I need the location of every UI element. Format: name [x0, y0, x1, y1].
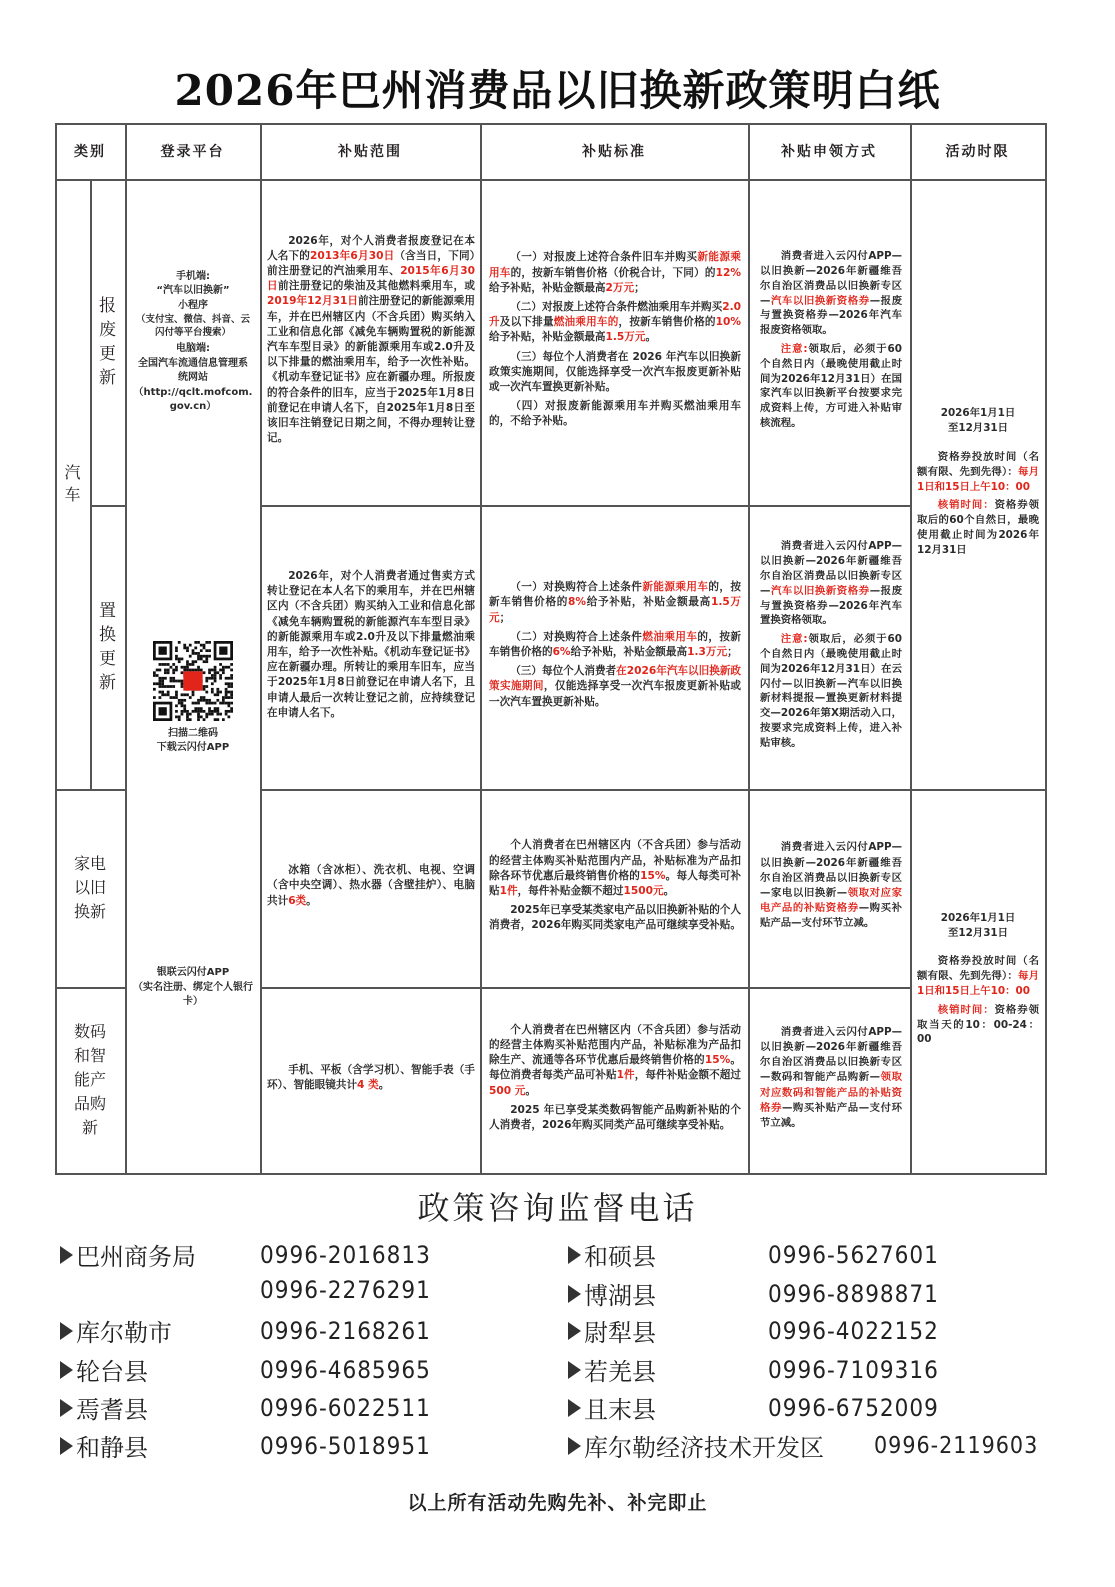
- triangle-bullet-icon: [568, 1399, 581, 1417]
- rich-paragraph: [267, 1063, 475, 1093]
- hotline-row: [568, 1390, 939, 1425]
- method-scrap: [760, 179, 902, 505]
- rich-paragraph: [489, 580, 741, 626]
- category-appliance-label: 家电以旧换新: [73, 854, 106, 921]
- body-text: （四）对报废新能源乘用车并购买燃油乘用车的，不给予补贴。: [489, 400, 741, 428]
- rich-paragraph: [489, 1023, 741, 1099]
- standard-digital: [489, 987, 741, 1173]
- hotline-agency-name: 库尔勒经济技术开发区: [584, 1434, 824, 1462]
- header-category: 类别: [74, 144, 106, 160]
- body-text: ，每件补贴金额不超过: [634, 1069, 742, 1082]
- hotline-phone[interactable]: 0996-8898871: [768, 1279, 939, 1308]
- platform-unionpay: [127, 958, 259, 1018]
- highlight-text: 核销时间：: [937, 1003, 995, 1016]
- scope-replace-paragraph: 2026年，对个人消费者通过售卖方式转让登记在本人名下的乘用车，并在巴州辖区内（不含兵团）购买纳入工业和信息化部《减免车辆购置税的新能源汽车车型目录》的新能源乘用车或2.0升及以下排量燃油乘用车，给予一次性补贴。《机动车登记证书》应在新疆办理。所转让的乘用车旧车，应当于2025年1月8日前登记在申请人名下，且申请人最后一次转让登记之前，应持续登记在申请人名下。: [267, 569, 475, 719]
- table-rule: [1045, 123, 1047, 1175]
- highlight-text: 汽车以旧换新资格券: [770, 294, 870, 307]
- platform-unionpay-note: （实名注册、绑定个人银行卡）: [133, 981, 253, 1008]
- rich-paragraph: [489, 838, 741, 899]
- hotline-agency-name: 库尔勒市: [76, 1319, 172, 1347]
- category-car-label: 汽车: [64, 463, 81, 504]
- body-text: 消费者进入云闪付APP—以旧换新—2026年新疆维吾尔自治区消费品以旧换新专区—: [760, 250, 902, 307]
- body-text: 的，按新车销售价格的: [489, 630, 742, 658]
- qr-caption-scan: 扫描二维码: [168, 727, 218, 739]
- highlight-text: 15%: [704, 1054, 731, 1067]
- hotline-title: 政策咨询监督电话: [417, 1189, 698, 1227]
- highlight-text: 2015年6月30日: [267, 264, 475, 293]
- body-text: 个人消费者在巴州辖区内（不含兵团）参与活动的经营主体购买补贴范围内产品，补贴标准为产品扣除生产、流通等各环节优惠后最终销售价格的: [489, 1023, 741, 1067]
- highlight-text: 核销时间：: [937, 499, 995, 512]
- highlight-text: 1.3万元: [687, 646, 728, 658]
- body-text: 给予补贴，补贴金额最高: [489, 331, 606, 344]
- method-scrap-text: [760, 249, 902, 435]
- standard-replace: [489, 505, 741, 789]
- category-digital-label: 数码和智能产品购新: [73, 1022, 106, 1137]
- body-text: 手机、平板（含学习机）、智能手表（手环）、智能眼镜共计: [267, 1063, 475, 1091]
- triangle-bullet-icon: [60, 1361, 73, 1379]
- body-text: 的，按新车销售价格的: [489, 581, 742, 609]
- period-appliance-digital-text: [917, 911, 1039, 1051]
- rich-paragraph: [489, 1103, 741, 1133]
- hotline-phone[interactable]: 0996-5627601: [768, 1240, 939, 1269]
- body-text: 个人消费者在巴州辖区内（不含兵团）参与活动的经营主体购买补贴范围内产品，补贴标准为产品扣除各环节优惠后最终销售价格的: [489, 839, 741, 882]
- method-replace-text: [760, 539, 902, 754]
- body-text: ；: [634, 281, 645, 294]
- highlight-text: 12%: [715, 266, 742, 279]
- platform-unionpay-name: 银联云闪付APP: [156, 967, 230, 979]
- hotline-row: [60, 1237, 431, 1272]
- body-text: （二）对报废上述符合条件燃油乘用车并购买: [510, 300, 723, 313]
- highlight-text: 8%: [568, 596, 587, 609]
- body-text: 消费者进入云闪付APP—以旧换新—2026年新疆维吾尔自治区消费品以旧换新专区—数码和智能产品购新—: [760, 1025, 902, 1084]
- table-rule: [910, 123, 912, 1175]
- period2-start: 2026年1月1日: [940, 911, 1016, 924]
- highlight-text: 1件: [499, 885, 518, 897]
- page-title: 2026年巴州消费品以旧换新政策明白纸: [174, 66, 941, 115]
- body-text: （一）对换购符合上述条件: [510, 581, 643, 594]
- highlight-text: 2019年12月31日: [267, 295, 359, 308]
- hotline-agency: [568, 1428, 874, 1463]
- highlight-text: 2.0升: [489, 300, 741, 329]
- scope-scrap-text: [267, 234, 475, 451]
- highlight-text: 1.5万元: [605, 331, 646, 344]
- hotline-row: [568, 1237, 939, 1272]
- hotline-row: [568, 1276, 939, 1311]
- body-text: —购买补贴产品—支付环节立减。: [760, 1101, 903, 1129]
- platform-replace: [127, 623, 259, 773]
- triangle-bullet-icon: [568, 1361, 581, 1379]
- triangle-bullet-icon: [568, 1285, 581, 1303]
- rich-paragraph: [489, 250, 741, 296]
- standard-digital-text: [489, 1023, 741, 1137]
- hotline-phone[interactable]: 0996-5018951: [260, 1431, 431, 1460]
- body-text: ；: [727, 646, 738, 658]
- rich-paragraph: [489, 664, 741, 710]
- body-text: 。: [525, 1084, 536, 1097]
- standard-replace-text: [489, 580, 741, 714]
- body-text: 给予补贴，补贴金额最高: [586, 596, 711, 609]
- body-text: 给予补贴，补贴金额最高: [489, 281, 606, 294]
- body-text: 冰箱（含冰柜）、洗衣机、电视、空调（含中央空调）、热水器（含壁挂炉）、电脑共计: [267, 864, 475, 907]
- period-car-text: [917, 406, 1039, 561]
- scope-replace-text: [267, 569, 475, 725]
- header-scope: 补贴范围: [338, 144, 402, 160]
- table-rule: [480, 123, 482, 1175]
- subcategory-scrap: [90, 179, 125, 505]
- header-period: 活动时限: [945, 144, 1010, 160]
- scope-appliance: [267, 789, 475, 987]
- hotline-row: [60, 1313, 431, 1348]
- hotline-agency-name: 且末县: [584, 1396, 656, 1424]
- header-platform: 登录平台: [160, 144, 225, 160]
- body-text: ，仅能选择享受一次汽车报废更新补贴或一次汽车置换更新补贴。: [489, 680, 742, 708]
- hotline-row: [568, 1313, 939, 1348]
- body-text: 。: [378, 1079, 390, 1091]
- highlight-text: 2万元: [605, 281, 635, 294]
- hotline-agency: [60, 1237, 260, 1272]
- hotline-phone[interactable]: 0996-6022511: [260, 1393, 431, 1422]
- body-text: （三）每位个人消费者在 2026 年汽车以旧换新政策实施期间，仅能选择享受一次汽车报废更新补贴或一次汽车置换更新补贴。: [489, 350, 741, 393]
- scope-replace: [267, 505, 475, 789]
- hotline-phone[interactable]: 0996-2168261: [260, 1316, 431, 1345]
- body-text: 及以下排量: [499, 316, 554, 329]
- scope-appliance-text: [267, 863, 475, 913]
- table-rule: [55, 1173, 1047, 1175]
- body-text: ，每件补贴金额不超过: [517, 885, 624, 897]
- highlight-text: 6类: [288, 894, 307, 907]
- hotline-agency: [60, 1313, 260, 1348]
- body-text: 资格券投放时间（名额有限、先到先得）：: [917, 451, 1039, 478]
- header-method: 补贴申领方式: [781, 144, 877, 160]
- hotline-row: [60, 1390, 431, 1425]
- pc-site-url[interactable]: （http://qclt.mofcom.gov.cn）: [133, 386, 253, 412]
- hotline-agency: [568, 1313, 768, 1348]
- standard-appliance: [489, 789, 741, 987]
- body-text: 的，按新车销售价格（价税合计，下同）的: [510, 266, 716, 279]
- subcategory-replace-label: 置换更新: [99, 601, 116, 693]
- hotline-phone[interactable]: 0996-4022152: [768, 1316, 939, 1345]
- hotline-agency: [60, 1390, 260, 1425]
- mobile-label: 手机端:: [176, 270, 210, 282]
- body-text: （二）对换购符合上述条件: [510, 630, 643, 643]
- method-replace: [760, 505, 902, 789]
- table-rule: [260, 123, 262, 1175]
- highlight-text: 6%: [552, 646, 571, 658]
- highlight-text: 15%: [640, 869, 666, 882]
- method-appliance-text: [760, 840, 902, 935]
- rich-paragraph: [489, 630, 741, 660]
- rich-paragraph: [267, 863, 475, 909]
- hotline-row: [60, 1428, 431, 1463]
- category-digital: [55, 987, 125, 1173]
- hotline-row: [568, 1352, 939, 1387]
- highlight-text: 500 元: [489, 1084, 526, 1097]
- hotline-agency-name: 博湖县: [584, 1282, 656, 1310]
- pc-label: 电脑端:: [176, 343, 210, 354]
- mobile-app-type: 小程序: [178, 299, 208, 311]
- qr-caption-download: 下载云闪付APP: [156, 742, 230, 753]
- body-text: 2025 年已享受某类数码智能产品购新补贴的个人消费者，2026年购买同类产品可继续享受补贴。: [489, 1103, 741, 1131]
- rich-paragraph: [917, 450, 1039, 494]
- body-text: 。: [663, 885, 675, 897]
- hotline-phone[interactable]: 0996-6752009: [768, 1393, 939, 1422]
- body-text: 。: [645, 331, 657, 344]
- body-text: —报废与置换资格券—2026年汽车报废资格领取。: [760, 294, 903, 337]
- triangle-bullet-icon: [60, 1246, 73, 1264]
- pc-site-name: 全国汽车流通信息管理系统网站: [138, 357, 248, 383]
- rich-paragraph: [760, 1025, 902, 1131]
- category-appliance: [55, 789, 125, 987]
- highlight-text: 领取对应数码和智能产品的补贴资格券: [760, 1071, 903, 1114]
- hotline-agency: [60, 1352, 260, 1387]
- period2-end: 至12月31日: [947, 926, 1009, 939]
- body-text: （含当日，下同）前注册登记的汽油乘用车、: [267, 249, 476, 277]
- highlight-text: 注意:: [780, 633, 808, 646]
- mobile-note: （支付宝、微信、抖音、云闪付等平台搜索）: [135, 314, 250, 338]
- standard-scrap-text: [489, 250, 741, 433]
- method-digital-text: [760, 1025, 902, 1135]
- hotline-agency: [568, 1352, 768, 1387]
- hotline-phone[interactable]: 0996-2119603: [874, 1432, 1039, 1459]
- standard-scrap: [489, 179, 741, 505]
- period-car: [917, 179, 1039, 789]
- hotline-agency-name: 尉犁县: [584, 1319, 656, 1347]
- header-standard: 补贴标准: [582, 144, 646, 160]
- body-text: 资格券领取当天的10：00-24：00: [917, 1003, 1040, 1046]
- highlight-text: 新能源乘用车: [642, 581, 709, 594]
- platform-scrap: [127, 179, 259, 505]
- rich-paragraph: [760, 539, 902, 628]
- body-text: 资格券投放时间（名额有限、先到先得）：: [917, 955, 1039, 983]
- rich-paragraph: [267, 234, 475, 447]
- hotline-agency: [60, 1428, 260, 1463]
- hotline-agency-name: 焉耆县: [76, 1396, 148, 1424]
- standard-appliance-text: [489, 838, 741, 937]
- hotline-agency-name: 巴州商务局: [76, 1243, 196, 1271]
- hotline-phone[interactable]: 0996-4685965: [260, 1355, 431, 1384]
- highlight-text: 1500元: [623, 885, 664, 897]
- body-text: 。每位消费者每类产品可补贴: [489, 1054, 742, 1082]
- body-text: （一）对报废上述符合条件旧车并购买: [510, 251, 698, 264]
- method-appliance: [760, 789, 902, 987]
- rich-paragraph: [760, 249, 902, 338]
- highlight-text: 领取对应家电产品的补贴资格券: [760, 887, 903, 915]
- body-text: 消费者进入云闪付APP—以旧换新—2026年新疆维吾尔自治区消费品以旧换新专区—家电以旧换新—: [760, 841, 902, 899]
- triangle-bullet-icon: [60, 1322, 73, 1340]
- body-text: 领取后，必须于60个自然日内（最晚使用截止时间为2026年12月31日）在云闪付—以旧换新—汽车以旧换新材料提报—置换更新材料提交—2026年第X期活动入口，按要求完成资料上传，进入补贴审核。: [760, 633, 902, 749]
- triangle-bullet-icon: [60, 1437, 73, 1455]
- body-text: 前注册登记的柴油及其他燃料乘用车，或: [277, 280, 476, 293]
- rich-paragraph: [489, 399, 741, 429]
- highlight-text: 每月1日和15日上午10：00: [917, 970, 1039, 997]
- highlight-text: 注意:: [780, 343, 808, 355]
- scope-scrap: [267, 179, 475, 505]
- body-text: 前注册登记的新能源乘用车，并在巴州辖区内（不含兵团）购买纳入工业和信息化部《减免车辆购置税的新能源汽车车型目录》的新能源乘用车或2.0升及以下排量的燃油乘用车，给予一次性补贴。《机动车登记证书》应在新疆办理。所报废的符合条件的旧车，应当于2025年1月8日前登记在申请人名下，自2025年1月8日至该旧车注销登记日期之间，不得办理转让登记。: [267, 295, 475, 445]
- footer-note: 以上所有活动先购先补、补完即止: [407, 1492, 708, 1514]
- body-text: 。每人每类可补贴: [489, 869, 741, 897]
- rich-paragraph: [760, 632, 902, 750]
- body-text: 消费者进入云闪付APP—以旧换新—2026年新疆维吾尔自治区消费品以旧换新专区—: [760, 540, 902, 597]
- highlight-text: 1件: [616, 1069, 635, 1082]
- highlight-text: 每月1日和15日上午10：00: [917, 465, 1039, 493]
- triangle-bullet-icon: [568, 1437, 581, 1455]
- highlight-text: 汽车以旧换新资格券: [770, 584, 870, 597]
- rich-paragraph: [760, 342, 902, 431]
- scope-digital: [267, 987, 475, 1173]
- rich-paragraph: [917, 498, 1039, 557]
- hotline-agency-name: 和硕县: [584, 1243, 656, 1271]
- highlight-text: 燃油乘用车的: [553, 316, 619, 329]
- highlight-text: 2013年6月30日: [310, 249, 395, 262]
- hotline-agency: [568, 1237, 768, 1272]
- period-appliance-digital: [917, 789, 1039, 1173]
- policy-table: [55, 123, 1047, 1175]
- highlight-text: 燃油乘用车: [642, 630, 698, 643]
- table-rule: [748, 123, 750, 1175]
- subcategory-replace: [90, 505, 125, 789]
- hotline-agency-name: 轮台县: [76, 1358, 148, 1386]
- rich-paragraph: [917, 954, 1039, 998]
- highlight-text: 1.5万元: [489, 596, 742, 624]
- hotline-phone[interactable]: 0996-7109316: [768, 1355, 939, 1384]
- hotline-phone[interactable]: 0996-2016813: [260, 1240, 431, 1269]
- scope-digital-text: [267, 1063, 475, 1097]
- hotline-phone[interactable]: 0996-2276291: [260, 1276, 431, 1304]
- rich-paragraph: [489, 350, 741, 396]
- hotline-agency: [568, 1276, 768, 1311]
- category-car: [55, 179, 90, 789]
- hotline-row: [60, 1352, 431, 1387]
- highlight-text: 新能源乘用车: [489, 251, 742, 279]
- triangle-bullet-icon: [60, 1399, 73, 1417]
- body-text: 给予补贴，补贴金额最高: [570, 646, 688, 658]
- method-digital: [760, 987, 902, 1173]
- hotline-agency-name: 若羌县: [584, 1358, 656, 1386]
- hotline-row: [568, 1428, 1038, 1463]
- body-text: 2026年，对个人消费者报废登记在本人名下的: [267, 234, 475, 262]
- triangle-bullet-icon: [568, 1246, 581, 1264]
- period-car-end: 至12月31日: [947, 422, 1009, 435]
- body-text: （三）每位个人消费者: [510, 665, 617, 678]
- triangle-bullet-icon: [568, 1322, 581, 1340]
- rich-paragraph: [489, 903, 741, 933]
- qr-code-icon[interactable]: [153, 641, 233, 721]
- highlight-text: 4 类: [357, 1079, 379, 1091]
- subcategory-scrap-label: 报废更新: [99, 296, 116, 388]
- highlight-text: 在2026年汽车以旧换新政策实施期间: [489, 665, 742, 693]
- body-text: 2025年已享受某类家电产品以旧换新补贴的个人消费者，2026年购买同类家电产品可继续享受补贴。: [489, 904, 741, 932]
- mobile-app-name: “汽车以旧换新”: [156, 285, 230, 296]
- body-text: ；: [499, 611, 511, 624]
- rich-paragraph: [489, 300, 741, 346]
- hotline-row: [60, 1276, 431, 1304]
- hotline-agency-name: 和静县: [76, 1434, 148, 1462]
- body-text: —报废与置换资格券—2026年汽车置换资格领取。: [760, 584, 903, 627]
- period-car-start: 2026年1月1日: [940, 407, 1016, 420]
- hotline-agency: [568, 1390, 768, 1425]
- rich-paragraph: [917, 1003, 1039, 1047]
- body-text: ，按新车销售价格的: [618, 316, 716, 329]
- highlight-text: 10%: [715, 316, 742, 329]
- body-text: —购买补贴产品—支付环节立减。: [760, 902, 903, 930]
- rich-paragraph: [760, 840, 902, 931]
- body-text: 领取后，必须于60个自然日内（最晚使用截止时间为2026年12月31日）在国家汽车以旧换新平台按要求完成资料上传，方可进入补贴审核流程。: [760, 343, 902, 429]
- body-text: 资格券领取后的60个自然日，最晚使用截止时间为2026年12月31日: [917, 499, 1040, 556]
- body-text: 。: [306, 894, 317, 907]
